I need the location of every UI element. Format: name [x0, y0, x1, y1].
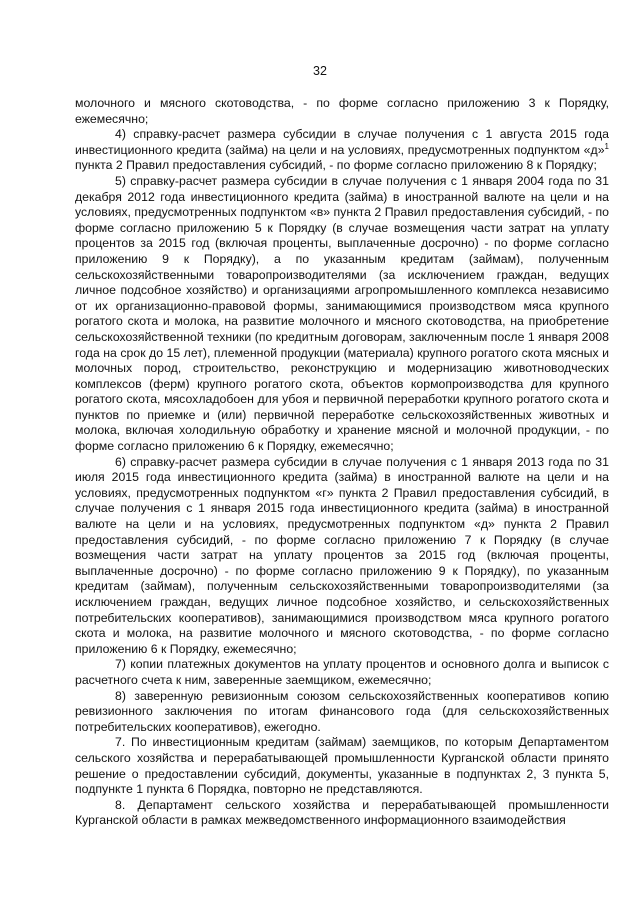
- paragraph-item-4-tail: пункта 2 Правил предоставления субсидий, - по форме согласно приложению 8 к Порядку;: [75, 158, 597, 173]
- document-body: [75, 96, 609, 829]
- paragraph-clause-7: 7. По инвестиционным кредитам (займам) заемщиков, по которым Департаментом сельского хозяйства и перерабатывающей промышленности Курганской области принято решение о предоставлении субсидий, документы, указанные в подпунктах 2, 3 пункта 5, подпункте 1 пункта 6 Порядка, повторно не представляются.: [75, 735, 609, 797]
- paragraph-item-7: 7) копии платежных документов на уплату процентов и основного долга и выписок с расчетного счета к ним, заверенные заемщиком, ежемесячно;: [75, 657, 609, 687]
- paragraph-item-8: 8) заверенную ревизионным союзом сельскохозяйственных кооперативов копию ревизионного заключения по итогам финансового года (для сельскохозяйственных потребительских кооперативов), ежегодно.: [75, 688, 609, 734]
- paragraph-clause-8: 8. Департамент сельского хозяйства и перерабатывающей промышленности Курганской области в рамках межведомственного информационного взаимодействия: [75, 797, 609, 828]
- paragraph-item-4: [75, 127, 609, 174]
- paragraph-item-4-superscript: 1: [604, 141, 609, 151]
- paragraph-item-6: 6) справку-расчет размера субсидии в случае получения с 1 января 2013 года по 31 июля 2015 года инвестиционного кредита (займа) в иностранной валюте на цели и на условиях, предусмотренных подпунктом «г» пункта 2 Правил предоставления субсидий, в случае получения с 1 января 2015 года инвестиционного кредита (займа) в иностранной валюте на цели и на условиях, предусмотренных подпунктом «д» пункта 2 Правил предоставления субсидий, - по форме согласно приложению 7 к Порядку (в случае возмещения части затрат на уплату процентов за 2015 год (включая проценты, выплаченные досрочно) - по форме согласно приложению 9 к Порядку), по указанным кредитам (займам), полученным сельскохозяйственными товаропроизводителями (за исключением граждан, ведущих личное подсобное хозяйство, и сельскохозяйственных потребительских кооперативов), занимающимися производством мяса крупного рогатого скота и молока, на развитие молочного и мясного скотоводства, - по форме согласно приложению 6 к Порядку, ежемесячно;: [75, 454, 609, 656]
- page-number: 32: [313, 64, 327, 78]
- paragraph-item-4-text: 4) справку-расчет размера субсидии в случае получения с 1 августа 2015 года инвестиционного кредита (займа) на цели и на условиях, предусмотренных подпунктом «д»: [75, 127, 609, 157]
- paragraph-item-5: 5) справку-расчет размера субсидии в случае получения с 1 января 2004 года по 31 декабря 2012 года инвестиционного кредита (займа) в иностранной валюте на цели и на условиях, предусмотренных подпунктом «в» пункта 2 Правил предоставления субсидий, - по форме согласно приложению 5 к Порядку (в случае возмещения части затрат на уплату процентов за 2015 год (включая проценты, выплаченные досрочно) - по форме согласно приложению 9 к Порядку), а по указанным кредитам (займам), полученным сельскохозяйственными товаропроизводителями (за исключением граждан, ведущих личное подсобное хозяйство) и организациями агропромышленного комплекса независимо от их организационно-правовой формы, занимающимися производством мяса крупного рогатого скота и молока, на развитие молочного и мясного скотоводства, на приобретение сельскохозяйственной техники (по кредитным договорам, заключенным после 1 января 2008 года на срок до 15 лет), племенной продукции (материала) крупного рогатого скота мясных и молочных пород, строительство, реконструкцию и модернизацию животноводческих комплексов (ферм) крупного рогатого скота, объектов кормопроизводства для крупного рогатого скота, мясохладобоен для убоя и первичной переработки крупного рогатого скота и пунктов по приемке и (или) первичной переработке сельскохозяйственных животных и молока, включая холодильную обработку и хранение мясной и молочной продукции, - по форме согласно приложению 6 к Порядку, ежемесячно;: [75, 173, 609, 454]
- paragraph-continuation: молочного и мясного скотоводства, - по форме согласно приложению 3 к Порядку, ежемесячно;: [75, 96, 609, 126]
